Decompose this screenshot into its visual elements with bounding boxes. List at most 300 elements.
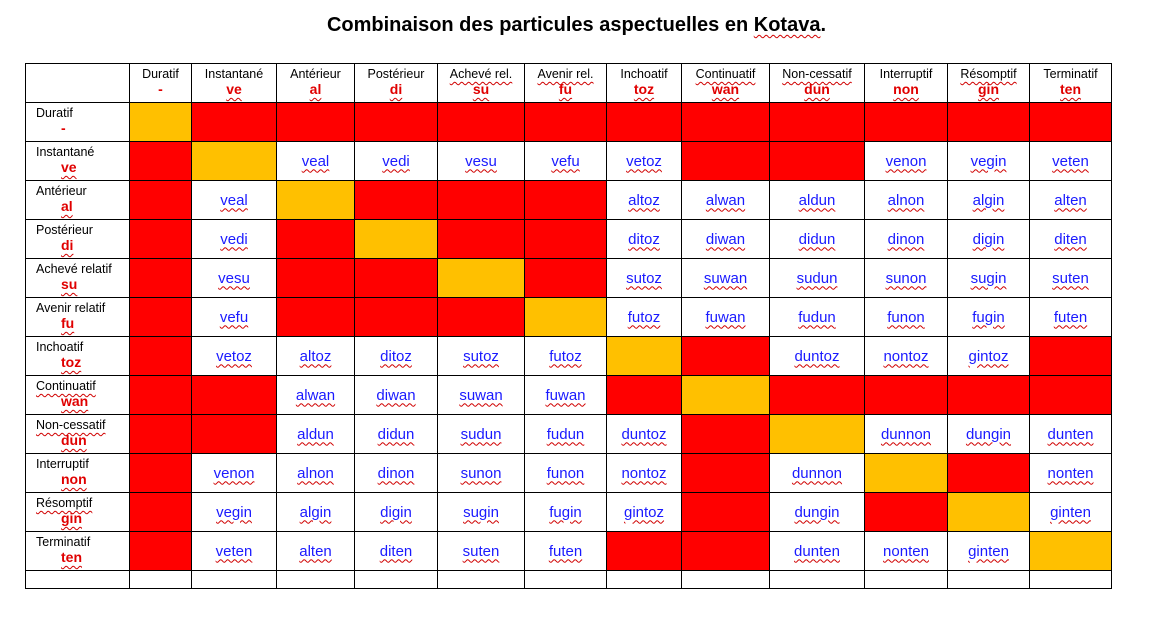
forbidden-cell: [525, 259, 607, 298]
column-header: [355, 64, 438, 103]
combination-value: sugin: [463, 503, 499, 521]
identity-cell: [607, 337, 682, 376]
row-name: Duratif: [36, 106, 73, 120]
forbidden-cell: [130, 454, 192, 493]
forbidden-cell: [682, 493, 770, 532]
column-header: [607, 64, 682, 103]
empty-cell: [525, 571, 607, 589]
combination-value: alnon: [297, 464, 334, 482]
empty-cell: [682, 571, 770, 589]
combination-cell: [525, 454, 607, 493]
empty-cell: [948, 571, 1030, 589]
combination-cell: [192, 532, 277, 571]
title-language: Kotava: [753, 14, 821, 36]
combination-value: diten: [1054, 230, 1087, 248]
page-title: [0, 14, 1153, 37]
combination-cell: [865, 259, 948, 298]
column-header: [192, 64, 277, 103]
combination-cell: [682, 220, 770, 259]
row-particle: wan: [61, 393, 89, 409]
column-particle: su: [472, 81, 490, 97]
identity-cell: [865, 454, 948, 493]
forbidden-cell: [682, 415, 770, 454]
identity-cell: [682, 376, 770, 415]
column-name: Résomptif: [960, 67, 1017, 81]
combination-cell: [525, 337, 607, 376]
combination-value: ditoz: [628, 230, 660, 248]
forbidden-cell: [865, 376, 948, 415]
row-particle: di: [61, 237, 74, 253]
combination-cell: [355, 493, 438, 532]
row-header: [26, 103, 130, 142]
empty-cell: [355, 571, 438, 589]
row-particle: dun: [61, 432, 87, 448]
combination-cell: [948, 259, 1030, 298]
column-header: [130, 64, 192, 103]
combination-value: suwan: [703, 269, 748, 287]
combination-value: alwan: [295, 386, 336, 404]
combination-cell: [277, 493, 355, 532]
column-name: Non-cessatif: [782, 67, 852, 81]
combination-cell: [607, 220, 682, 259]
column-name: Achevé rel.: [449, 67, 513, 81]
combination-value: vefu: [551, 152, 580, 170]
table-row: [26, 337, 1112, 376]
combination-cell: [438, 532, 525, 571]
title-prefix: Combinaison des particules aspectuelles en: [326, 14, 754, 36]
column-name: Avenir rel.: [537, 67, 594, 81]
forbidden-cell: [770, 376, 865, 415]
combination-value: alten: [299, 542, 332, 560]
identity-cell: [948, 493, 1030, 532]
row-name: Continuatif: [36, 379, 96, 393]
combination-value: nonten: [1047, 464, 1094, 482]
combination-value: venon: [213, 464, 255, 482]
combination-cell: [607, 142, 682, 181]
column-particle: non: [893, 81, 919, 97]
combination-cell: [865, 220, 948, 259]
combination-cell: [525, 532, 607, 571]
combination-value: algin: [299, 503, 332, 521]
combination-value: veal: [301, 152, 330, 170]
forbidden-cell: [438, 181, 525, 220]
combination-cell: [1030, 181, 1112, 220]
forbidden-cell: [130, 337, 192, 376]
combination-cell: [192, 220, 277, 259]
combination-value: dungin: [965, 425, 1012, 443]
row-header: [26, 532, 130, 571]
column-particle: fu: [558, 81, 573, 97]
row-particle: al: [61, 198, 73, 214]
forbidden-cell: [355, 298, 438, 337]
identity-cell: [355, 220, 438, 259]
row-name: Non-cessatif: [36, 418, 106, 432]
combination-cell: [192, 454, 277, 493]
forbidden-cell: [438, 103, 525, 142]
combination-value: ginten: [1050, 503, 1091, 521]
combination-value: vegin: [216, 503, 252, 521]
table-row: [26, 103, 1112, 142]
forbidden-cell: [1030, 103, 1112, 142]
combination-cell: [770, 454, 865, 493]
combination-value: altoz: [299, 347, 332, 365]
forbidden-cell: [130, 142, 192, 181]
column-header: [682, 64, 770, 103]
forbidden-cell: [438, 220, 525, 259]
row-header: [26, 142, 130, 181]
combination-value: gintoz: [968, 347, 1009, 365]
combination-cell: [865, 142, 948, 181]
combination-value: dungin: [794, 503, 840, 521]
row-particle: ve: [61, 159, 77, 175]
forbidden-cell: [682, 532, 770, 571]
column-particle: wan: [711, 81, 740, 97]
forbidden-cell: [948, 376, 1030, 415]
combination-cell: [948, 181, 1030, 220]
column-name: Instantané: [204, 67, 264, 81]
row-name: Postérieur: [36, 223, 93, 237]
combination-cell: [355, 415, 438, 454]
combination-value: fudun: [546, 425, 585, 443]
empty-cell: [26, 571, 130, 589]
column-name: Postérieur: [367, 67, 425, 81]
empty-cell: [277, 571, 355, 589]
combination-value: vesu: [218, 269, 250, 287]
combination-value: sutoz: [463, 347, 499, 365]
table-row: [26, 415, 1112, 454]
empty-cell: [192, 571, 277, 589]
combination-cell: [770, 337, 865, 376]
combination-value: algin: [972, 191, 1005, 209]
combination-cell: [192, 181, 277, 220]
combination-value: vetoz: [626, 152, 662, 170]
forbidden-cell: [948, 454, 1030, 493]
empty-cell: [438, 571, 525, 589]
combination-value: digin: [972, 230, 1005, 248]
combination-cell: [355, 337, 438, 376]
combination-value: funon: [887, 308, 925, 326]
combination-value: veten: [215, 542, 253, 560]
combination-cell: [865, 298, 948, 337]
forbidden-cell: [277, 220, 355, 259]
combination-cell: [192, 337, 277, 376]
identity-cell: [130, 103, 192, 142]
combination-cell: [682, 259, 770, 298]
combination-cell: [525, 493, 607, 532]
combination-cell: [355, 454, 438, 493]
combination-value: suten: [462, 542, 500, 560]
table-row: [26, 181, 1112, 220]
column-particle: al: [309, 81, 322, 97]
forbidden-cell: [682, 142, 770, 181]
forbidden-cell: [355, 103, 438, 142]
combination-value: vefu: [219, 308, 249, 326]
combination-value: aldun: [297, 425, 334, 443]
column-particle: ten: [1060, 81, 1081, 97]
table-row: [26, 493, 1112, 532]
forbidden-cell: [130, 298, 192, 337]
forbidden-cell: [948, 103, 1030, 142]
row-name: Antérieur: [36, 184, 87, 198]
combination-value: fudun: [798, 308, 836, 326]
combination-cell: [948, 298, 1030, 337]
row-name: Terminatif: [36, 535, 91, 549]
combination-value: veten: [1052, 152, 1089, 170]
row-particle: gin: [61, 510, 82, 526]
combination-cell: [682, 298, 770, 337]
combination-cell: [865, 337, 948, 376]
combination-value: suwan: [459, 386, 503, 404]
combination-value: futen: [1053, 308, 1088, 326]
forbidden-cell: [865, 493, 948, 532]
row-header: [26, 337, 130, 376]
combination-value: sutoz: [626, 269, 662, 287]
column-name: Inchoatif: [620, 67, 668, 81]
forbidden-cell: [130, 415, 192, 454]
column-name: Antérieur: [290, 67, 341, 81]
row-header: [26, 415, 130, 454]
row-name: Achevé relatif: [36, 262, 112, 276]
combination-value: venon: [885, 152, 927, 170]
identity-cell: [277, 181, 355, 220]
forbidden-cell: [355, 259, 438, 298]
row-particle: su: [61, 276, 78, 292]
row-particle: ten: [61, 549, 82, 565]
combination-value: vegin: [970, 152, 1007, 170]
combination-cell: [1030, 415, 1112, 454]
combination-value: fugin: [972, 308, 1005, 326]
combination-cell: [438, 493, 525, 532]
column-particle: toz: [633, 81, 655, 97]
combination-value: vedi: [220, 230, 248, 248]
table-row: [26, 376, 1112, 415]
forbidden-cell: [770, 142, 865, 181]
combination-cell: [192, 298, 277, 337]
combination-cell: [1030, 454, 1112, 493]
combination-value: dunnon: [880, 425, 932, 443]
forbidden-cell: [130, 220, 192, 259]
row-particle: fu: [61, 315, 75, 331]
row-name: Inchoatif: [36, 340, 84, 354]
combination-cell: [1030, 298, 1112, 337]
table-row: [26, 259, 1112, 298]
forbidden-cell: [277, 259, 355, 298]
combination-value: dinon: [377, 464, 415, 482]
header-row: [26, 64, 1112, 103]
combination-value: sugin: [970, 269, 1007, 287]
forbidden-cell: [607, 532, 682, 571]
combination-cell: [607, 493, 682, 532]
row-name: Interruptif: [36, 457, 89, 471]
combination-value: alten: [1054, 191, 1087, 209]
forbidden-cell: [525, 103, 607, 142]
combination-cell: [438, 142, 525, 181]
combination-cell: [355, 142, 438, 181]
combination-cell: [770, 220, 865, 259]
combination-cell: [948, 532, 1030, 571]
combination-value: alnon: [887, 191, 925, 209]
combination-cell: [607, 415, 682, 454]
combination-value: dunten: [794, 542, 840, 560]
combination-value: futoz: [549, 347, 582, 365]
column-particle: ve: [226, 81, 242, 97]
forbidden-cell: [130, 181, 192, 220]
row-particle: -: [61, 120, 66, 136]
combination-cell: [438, 337, 525, 376]
forbidden-cell: [192, 376, 277, 415]
combination-cell: [192, 259, 277, 298]
column-particle: -: [158, 81, 163, 97]
combination-value: sunon: [460, 464, 502, 482]
identity-cell: [525, 298, 607, 337]
combination-cell: [607, 298, 682, 337]
row-header: [26, 493, 130, 532]
row-name: Résomptif: [36, 496, 93, 510]
column-particle: di: [389, 81, 403, 97]
empty-cell: [770, 571, 865, 589]
combination-value: ditoz: [380, 347, 412, 365]
combination-value: vetoz: [216, 347, 252, 365]
combination-value: gintoz: [623, 503, 665, 521]
forbidden-cell: [130, 259, 192, 298]
column-header: [525, 64, 607, 103]
combination-cell: [1030, 142, 1112, 181]
forbidden-cell: [607, 103, 682, 142]
combination-value: fugin: [549, 503, 582, 521]
column-name: Interruptif: [879, 67, 933, 81]
combination-value: didun: [377, 425, 415, 443]
row-name: Avenir relatif: [36, 301, 106, 315]
combination-cell: [277, 142, 355, 181]
forbidden-cell: [130, 493, 192, 532]
combination-value: aldun: [798, 191, 836, 209]
combination-value: futoz: [627, 308, 661, 326]
combination-value: sudun: [460, 425, 502, 443]
combination-cell: [438, 415, 525, 454]
combination-value: diten: [379, 542, 413, 560]
combination-cell: [948, 337, 1030, 376]
row-header: [26, 181, 130, 220]
row-particle: toz: [61, 354, 82, 370]
combination-value: dunnon: [791, 464, 843, 482]
combination-cell: [948, 415, 1030, 454]
combination-cell: [865, 415, 948, 454]
combination-value: dunten: [1047, 425, 1094, 443]
column-header: [948, 64, 1030, 103]
forbidden-cell: [277, 298, 355, 337]
combination-value: nonten: [883, 542, 929, 560]
combination-cell: [355, 532, 438, 571]
column-name: Duratif: [142, 67, 179, 81]
table-row: [26, 454, 1112, 493]
combination-value: altoz: [628, 191, 660, 209]
combination-cell: [525, 376, 607, 415]
forbidden-cell: [865, 103, 948, 142]
combination-cell: [1030, 259, 1112, 298]
column-header: [277, 64, 355, 103]
forbidden-cell: [770, 103, 865, 142]
column-particle: dun: [804, 81, 830, 97]
column-name: Continuatif: [695, 67, 756, 81]
forbidden-cell: [682, 454, 770, 493]
forbidden-cell: [192, 103, 277, 142]
forbidden-cell: [525, 220, 607, 259]
title-suffix: .: [820, 14, 827, 36]
combination-value: vedi: [382, 152, 410, 170]
row-particle: non: [61, 471, 87, 487]
combination-cell: [607, 259, 682, 298]
combination-cell: [1030, 220, 1112, 259]
column-header: [438, 64, 525, 103]
column-particle: gin: [978, 81, 999, 97]
identity-cell: [1030, 532, 1112, 571]
combination-value: dinon: [887, 230, 925, 248]
combination-cell: [525, 142, 607, 181]
empty-cell: [1030, 571, 1112, 589]
combination-cell: [277, 532, 355, 571]
forbidden-cell: [277, 103, 355, 142]
forbidden-cell: [192, 415, 277, 454]
forbidden-cell: [355, 181, 438, 220]
row-header: [26, 298, 130, 337]
corner-cell: [26, 64, 130, 103]
combination-cell: [770, 259, 865, 298]
combination-value: funon: [546, 464, 585, 482]
combination-value: duntoz: [794, 347, 840, 365]
aspect-combination-table: [25, 63, 1112, 589]
combination-value: didun: [798, 230, 836, 248]
combination-value: sunon: [885, 269, 927, 287]
table-row: [26, 532, 1112, 571]
combination-value: fuwan: [545, 386, 586, 404]
combination-value: nontoz: [621, 464, 667, 482]
forbidden-cell: [682, 337, 770, 376]
row-header: [26, 259, 130, 298]
combination-value: nontoz: [883, 347, 929, 365]
forbidden-cell: [1030, 337, 1112, 376]
forbidden-cell: [130, 376, 192, 415]
combination-cell: [355, 376, 438, 415]
combination-value: sudun: [796, 269, 838, 287]
table-row: [26, 220, 1112, 259]
combination-cell: [770, 181, 865, 220]
table-row: [26, 142, 1112, 181]
empty-row: [26, 571, 1112, 589]
empty-cell: [865, 571, 948, 589]
column-name: Terminatif: [1043, 67, 1098, 81]
empty-cell: [130, 571, 192, 589]
combination-value: ginten: [968, 542, 1009, 560]
combination-value: duntoz: [621, 425, 667, 443]
identity-cell: [770, 415, 865, 454]
combination-value: fuwan: [705, 308, 746, 326]
combination-cell: [770, 493, 865, 532]
combination-value: suten: [1052, 269, 1089, 287]
combination-cell: [948, 220, 1030, 259]
combination-value: futen: [548, 542, 583, 560]
forbidden-cell: [130, 532, 192, 571]
forbidden-cell: [682, 103, 770, 142]
combination-value: digin: [380, 503, 412, 521]
forbidden-cell: [607, 376, 682, 415]
column-header: [865, 64, 948, 103]
combination-cell: [682, 181, 770, 220]
combination-value: alwan: [705, 191, 746, 209]
row-name: Instantané: [36, 145, 95, 159]
combination-cell: [277, 376, 355, 415]
combination-cell: [1030, 493, 1112, 532]
combination-cell: [770, 298, 865, 337]
